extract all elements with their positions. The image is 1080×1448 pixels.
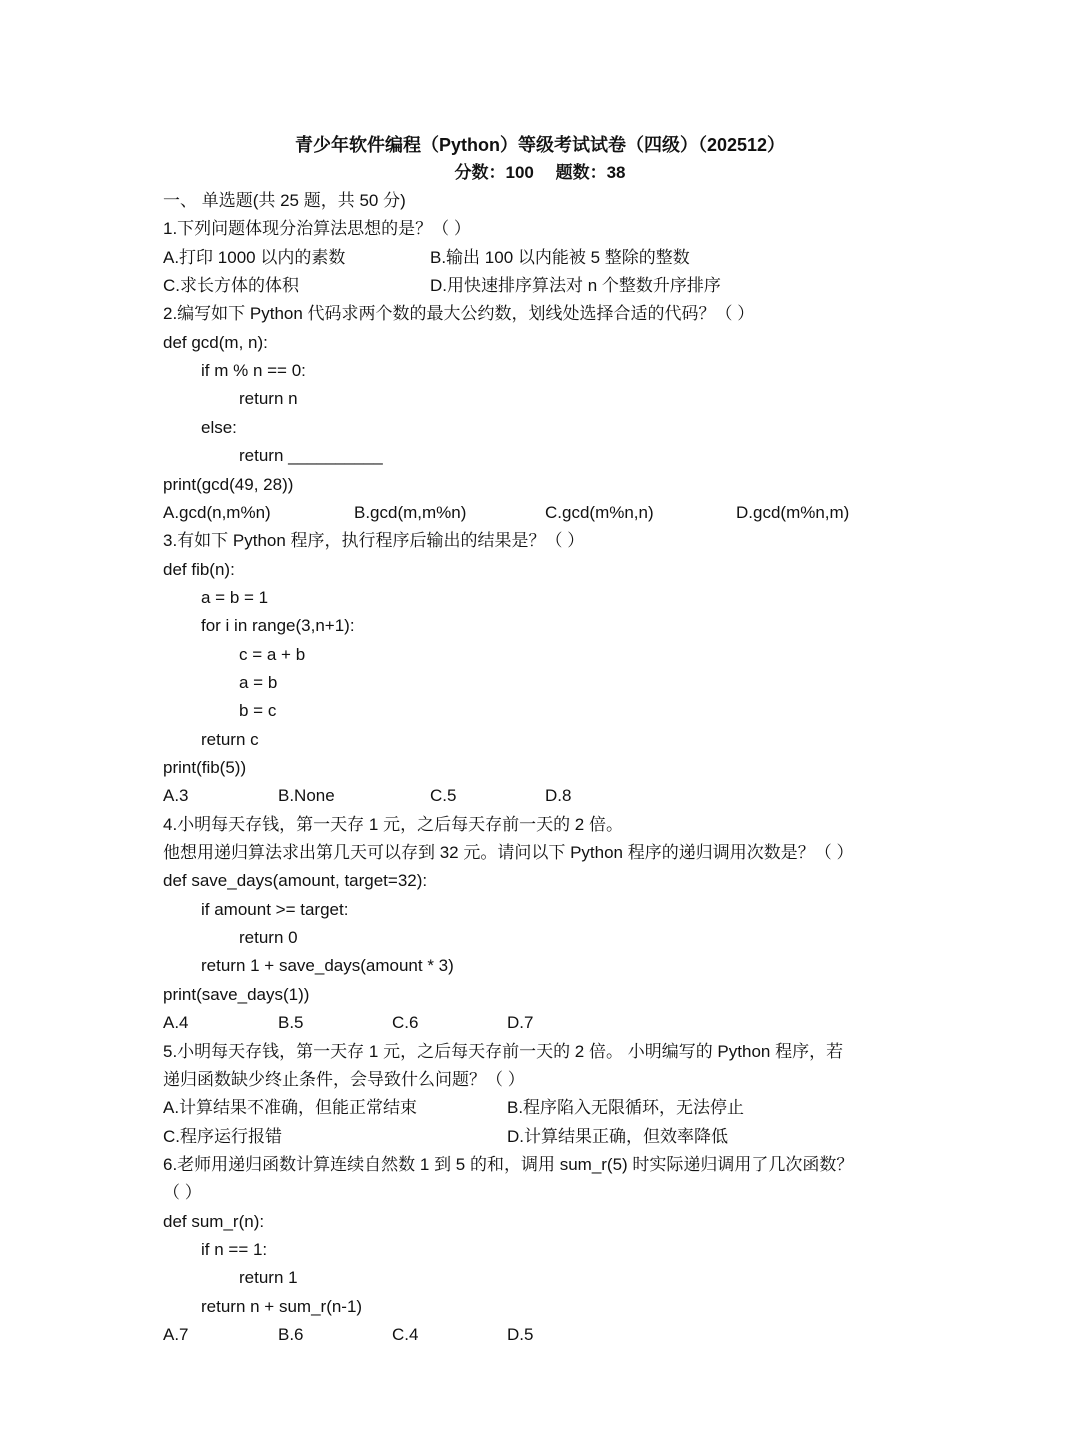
code-line: a = b	[239, 672, 278, 692]
answer-option: D.5	[507, 1325, 534, 1344]
answer-option: B.5	[278, 1013, 304, 1033]
code-line: for i in range(3,n+1):	[201, 616, 355, 636]
answer-option: D.8	[545, 786, 572, 806]
code-line: b = c	[239, 701, 277, 721]
answer-option: A.3	[163, 786, 189, 806]
answer-option: B.程序陷入无限循环，无法停止	[507, 1098, 745, 1118]
code-line: if m % n == 0:	[201, 361, 306, 381]
answer-option: C.4	[392, 1325, 419, 1344]
code-line: if amount >= target:	[201, 899, 349, 919]
code-line: print(gcd(49, 28))	[163, 474, 294, 494]
code-line: return 0	[239, 928, 298, 948]
question-stem: 递归函数缺少终止条件，会导致什么问题？（ ）	[163, 1069, 525, 1089]
answer-option: C.程序运行报错	[163, 1126, 282, 1146]
question-stem: 他想用递归算法求出第几天可以存到 32 元。请问以下 Python 程序的递归调用次数是？（ ）	[163, 843, 854, 863]
answer-option: A.4	[163, 1013, 189, 1033]
question-stem: 6.老师用递归函数计算连续自然数 1 到 5 的和，调用 sum_r(5) 时实际递归调用了几次函数？	[163, 1154, 854, 1174]
answer-option: D.7	[507, 1013, 534, 1033]
code-line: c = a + b	[239, 644, 306, 664]
answer-option: B.输出 100 以内能被 5 整除的整数	[430, 247, 690, 267]
answer-option: B.6	[278, 1325, 304, 1344]
answer-option: C.求长方体的体积	[163, 276, 299, 296]
code-line: return 1	[239, 1268, 298, 1288]
code-line: return n + sum_r(n-1)	[201, 1296, 363, 1316]
code-line: def save_days(amount, target=32):	[163, 871, 428, 891]
exam-subtitle: 分数：100 题数：38	[454, 163, 626, 182]
question-stem: 1.下列问题体现分治算法思想的是？（ ）	[163, 219, 471, 239]
answer-option: C.6	[392, 1013, 419, 1033]
code-line: return n	[239, 389, 298, 409]
question-stem: 3.有如下 Python 程序，执行程序后输出的结果是？（ ）	[163, 531, 585, 551]
exam-title: 青少年软件编程（Python）等级考试试卷（四级）（202512）	[294, 135, 786, 155]
code-line: def gcd(m, n):	[163, 332, 268, 352]
question-stem: 4.小明每天存钱，第一天存 1 元，之后每天存前一天的 2 倍。	[163, 814, 623, 834]
answer-option: A.gcd(n,m%n)	[163, 502, 271, 522]
question-stem: （ ）	[163, 1183, 202, 1203]
answer-option: D.计算结果正确，但效率降低	[507, 1126, 728, 1146]
code-line: return 1 + save_days(amount * 3)	[201, 956, 454, 976]
answer-option: A.7	[163, 1325, 189, 1344]
code-line: def sum_r(n):	[163, 1211, 265, 1231]
code-line: return c	[201, 729, 259, 749]
answer-option: A.打印 1000 以内的素数	[163, 247, 346, 267]
answer-option: A.计算结果不准确，但能正常结束	[163, 1098, 418, 1118]
answer-option: D.gcd(m%n,m)	[736, 502, 850, 522]
answer-option: C.gcd(m%n,n)	[545, 502, 654, 522]
code-line: def fib(n):	[163, 559, 235, 579]
answer-option: D.用快速排序算法对 n 个整数升序排序	[430, 276, 721, 296]
question-stem: 5.小明每天存钱，第一天存 1 元，之后每天存前一天的 2 倍。 小明编写的 Python 程序，若	[163, 1041, 844, 1061]
answer-option: C.5	[430, 786, 457, 806]
code-line: if n == 1:	[201, 1239, 268, 1259]
question-stem: 2.编写如下 Python 代码求两个数的最大公约数，划线处选择合适的代码？（ ）	[163, 304, 755, 324]
code-line: print(fib(5))	[163, 758, 247, 777]
code-line: return __________	[239, 446, 383, 466]
code-line: print(save_days(1))	[163, 984, 310, 1004]
code-line: else:	[201, 417, 237, 437]
answer-option: B.None	[278, 786, 335, 806]
answer-option: B.gcd(m,m%n)	[354, 502, 467, 522]
section-heading: 一、 单选题(共 25 题，共 50 分)	[163, 191, 406, 210]
code-line: a = b = 1	[201, 587, 269, 607]
